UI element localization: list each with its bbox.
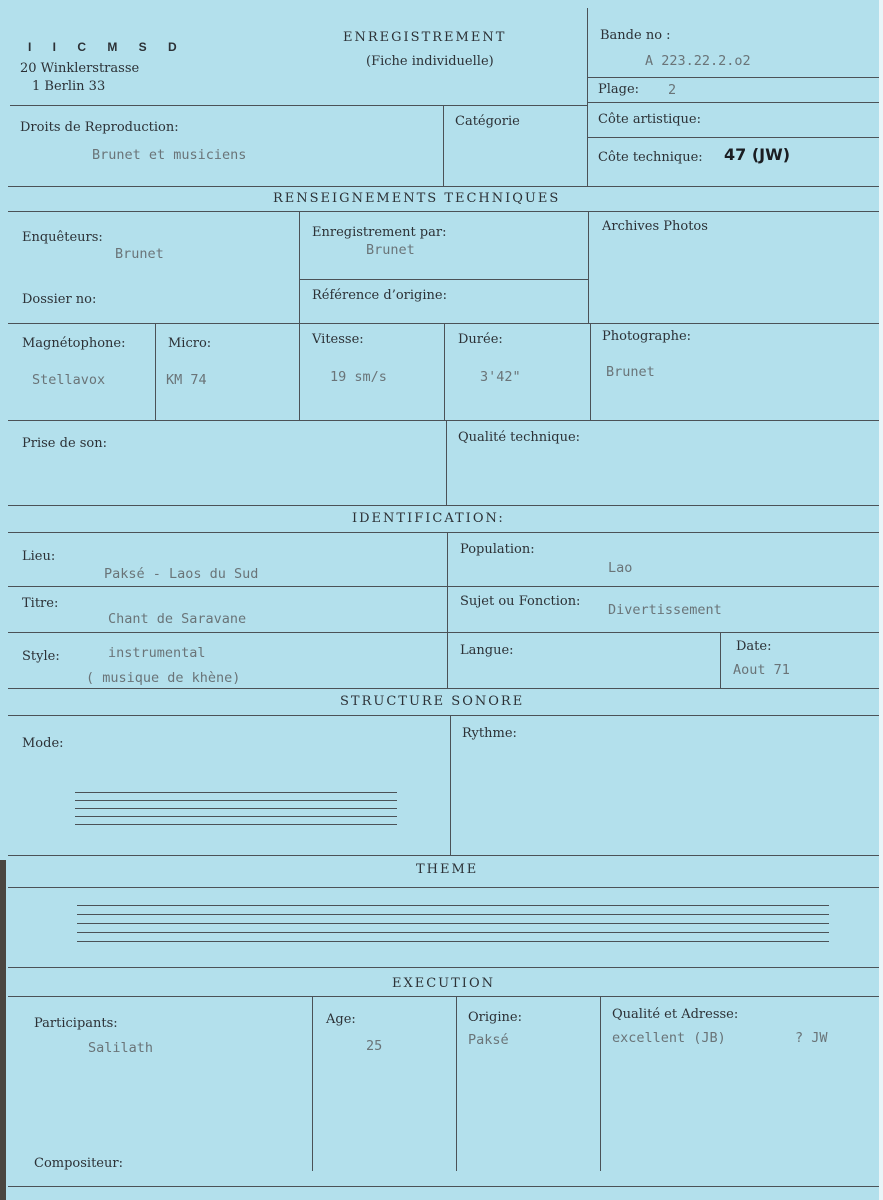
micro-value: KM 74 [166,372,207,388]
rule-duree-left [444,323,445,420]
plage-label: Plage: [598,82,640,97]
rule-prise-bottom [8,505,879,506]
photographe-label: Photographe: [602,329,692,344]
org-logo: I I C M S D [28,40,186,54]
plage-value: 2 [668,82,677,98]
tech-section-title: RENSEIGNEMENTS TECHNIQUES [273,191,561,206]
bande-label: Bande no : [600,28,671,43]
magnetophone-label: Magnétophone: [22,336,126,351]
participants-value: Salilath [88,1040,154,1056]
rythme-label: Rythme: [462,726,517,741]
titre-value: Chant de Saravane [108,611,247,627]
participants-label: Participants: [34,1016,118,1031]
origine-value: Paksé [468,1032,509,1048]
rule-equipment-bottom [8,420,879,421]
enregistrement-par-value: Brunet [366,242,415,258]
cote-artistique-label: Côte artistique: [598,112,701,127]
mode-staff-line [75,816,397,817]
rule-micro-left [155,323,156,420]
rule-origine-left [456,996,457,1171]
theme-staff-line [77,905,829,906]
org-address-city: 1 Berlin 33 [32,79,106,94]
execution-section-title: EXECUTION [392,976,495,991]
structure-section-title: STRUCTURE SONORE [340,694,525,709]
mode-staff-line [75,792,397,793]
rule-ident-mid [447,532,448,688]
magnetophone-value: Stellavox [32,372,106,388]
rule-enreg-bottom [300,279,588,280]
style-label: Style: [22,649,60,664]
titre-label: Titre: [22,596,59,611]
cote-technique-value: 47 (JW) [724,145,791,164]
mode-staff-line [75,800,397,801]
theme-staff-line [77,914,829,915]
lieu-label: Lieu: [22,549,56,564]
identification-section-title: IDENTIFICATION: [352,511,505,526]
qualite-technique-label: Qualité technique: [458,430,581,445]
age-label: Age: [326,1012,356,1027]
dossier-label: Dossier no: [22,292,97,307]
rule-titre-bottom [8,632,879,633]
rule-enqueteurs-right [299,211,300,420]
sujet-fonction-value: Divertissement [608,602,722,618]
rule-plage-bottom [588,102,879,103]
droits-value: Brunet et musiciens [92,147,247,163]
date-label: Date: [736,639,772,654]
langue-label: Langue: [460,643,514,658]
reference-origine-label: Référence d’origine: [312,288,447,303]
vitesse-value: 19 sm/s [330,369,387,385]
rule-qualite-left [446,420,447,505]
bande-value: A 223.22.2.o2 [645,53,751,69]
form-subtitle: (Fiche individuelle) [366,54,494,69]
archives-photos-label: Archives Photos [602,219,708,234]
rule-form-bottom [8,1186,879,1187]
rule-structure-header-bottom [8,715,879,716]
date-value: Aout 71 [733,662,790,678]
categorie-label: Catégorie [455,114,520,129]
style-value-line2: ( musique de khène) [86,670,241,686]
rule-ident-header-bottom [8,532,879,533]
mode-staff-line [75,824,397,825]
rule-rythme-left [450,715,451,855]
style-value-line1: instrumental [108,645,206,661]
enqueteurs-label: Enquêteurs: [22,230,103,245]
rule-lieu-bottom [8,586,879,587]
paper-edge [879,0,883,1200]
scan-background [0,860,6,1200]
photographe-value: Brunet [606,364,655,380]
qualite-adresse-label: Qualité et Adresse: [612,1007,739,1022]
rule-categorie-left [443,105,444,186]
form-title: ENREGISTREMENT [343,30,507,45]
mode-staff-line [75,808,397,809]
qualite-adresse-value: excellent (JB) [612,1030,726,1046]
origine-label: Origine: [468,1010,522,1025]
rule-style-bottom [8,688,879,689]
micro-label: Micro: [168,336,212,351]
rule-date-left [720,632,721,688]
rule-archives-left [588,211,589,323]
rule-rights-bottom [8,186,879,187]
theme-staff-line [77,941,829,942]
theme-staff-line [77,932,829,933]
rule-tech-header-bottom [8,211,879,212]
prise-de-son-label: Prise de son: [22,436,108,451]
rule-header-bottom-left [10,105,588,106]
org-address-street: 20 Winklerstrasse [20,61,140,76]
population-label: Population: [460,542,535,557]
theme-staff-line [77,923,829,924]
rule-cote-split [588,137,879,138]
rule-qualite-adresse-left [600,996,601,1171]
qualite-adresse-note: ? JW [795,1030,828,1046]
mode-label: Mode: [22,736,64,751]
sujet-fonction-label: Sujet ou Fonction: [460,594,581,609]
rule-age-left [312,996,313,1171]
rule-theme-header-bottom [8,887,879,888]
lieu-value: Paksé - Laos du Sud [104,566,259,582]
enqueteurs-value: Brunet [115,246,164,262]
rule-execution-header-bottom [8,996,879,997]
duree-label: Durée: [458,332,503,347]
vitesse-label: Vitesse: [312,332,364,347]
rule-header-right [587,8,588,186]
rule-bande-plage [588,77,879,78]
cote-technique-label: Côte technique: [598,150,703,165]
rule-theme-bottom [8,967,879,968]
rule-structure-bottom [8,855,879,856]
age-value: 25 [366,1038,383,1054]
theme-section-title: THEME [416,862,479,877]
enregistrement-par-label: Enregistrement par: [312,225,447,240]
droits-label: Droits de Reproduction: [20,120,179,135]
compositeur-label: Compositeur: [34,1156,123,1171]
population-value: Lao [608,560,633,576]
rule-photographe-left [590,323,591,420]
duree-value: 3'42" [480,369,521,385]
